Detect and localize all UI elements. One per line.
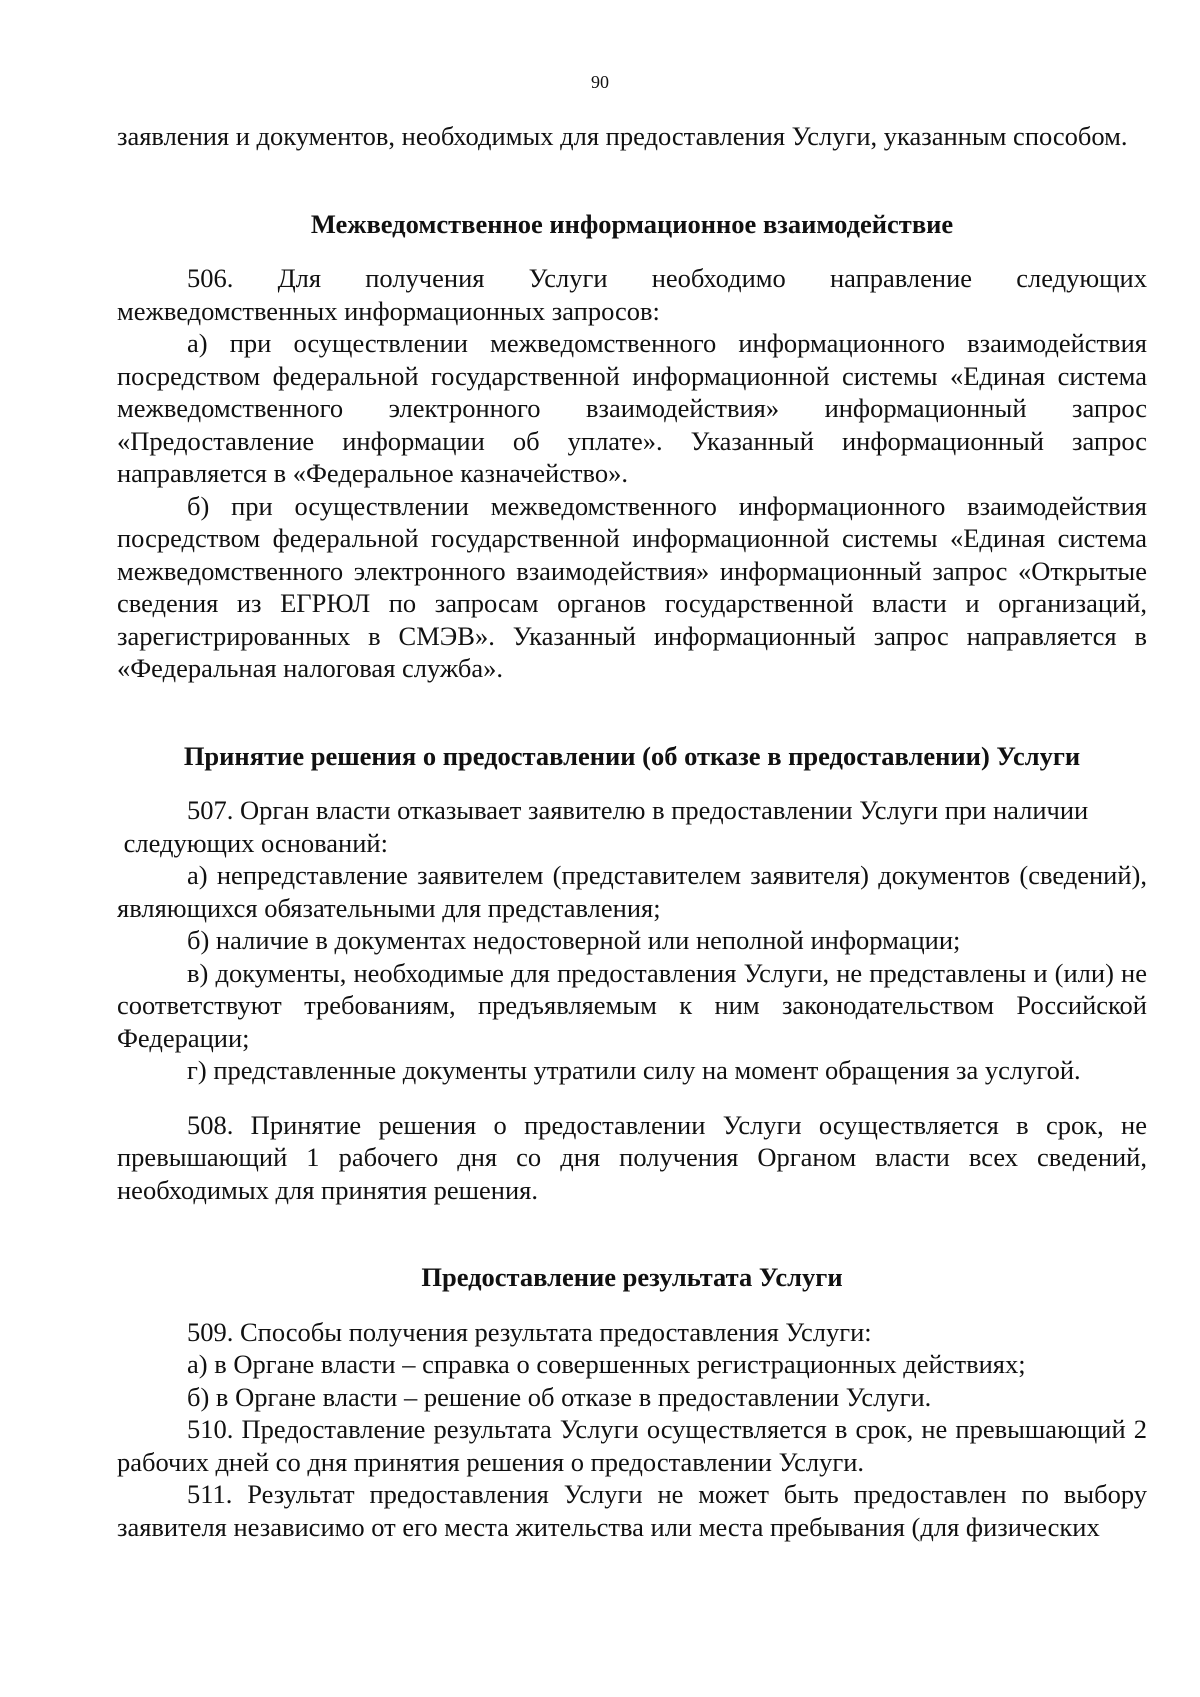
- paragraph-509-b: б) в Органе власти – решение об отказе в предоставлении Услуги.: [187, 1381, 932, 1412]
- paragraph-506-a: а) при осуществлении межведомственного информационного взаимодействия посредством федеральной государственной информационной системы «Единая система межведомственного электронного взаимодействия» информационный запрос «Предоставление информации об уплате». Указанный информационный запрос направляется в «Федеральное казначейство».: [117, 328, 1147, 488]
- section-heading-interagency: Межведомственное информационное взаимодействие: [310, 208, 954, 239]
- section-heading-decision: Принятие решения о предоставлении (об отказе в предоставлении) Услуги: [183, 740, 1081, 771]
- document-body: [117, 120, 1147, 1543]
- paragraph-511: 511. Результат предоставления Услуги не может быть предоставлен по выбору заявителя независимо от его места жительства или места пребывания (для физических: [117, 1479, 1147, 1542]
- paragraph-508: 508. Принятие решения о предоставлении Услуги осуществляется в срок, не превышающий 1 рабочего дня со дня получения Органом власти всех сведений, необходимых для принятия решения.: [117, 1109, 1147, 1205]
- paragraph-507: 507. Орган власти отказывает заявителю в предоставлении Услуги при наличии: [187, 795, 1089, 825]
- paragraph-509: 509. Способы получения результата предоставления Услуги:: [187, 1316, 872, 1347]
- section-heading-result: Предоставление результата Услуги: [421, 1262, 843, 1292]
- paragraph-507-continuation: следующих оснований:: [117, 827, 388, 858]
- page-number: 90: [591, 72, 609, 92]
- paragraph-506: 506. Для получения Услуги необходимо направление следующих межведомственных информационных запросов:: [117, 263, 1147, 326]
- paragraph-507-a: а) непредставление заявителем (представителем заявителя) документов (сведений), являющихся обязательными для представления;: [117, 860, 1147, 923]
- paragraph-510: 510. Предоставление результата Услуги осуществляется в срок, не превышающий 2 рабочих дней со дня принятия решения о предоставлении Услуги.: [117, 1414, 1147, 1477]
- paragraph-507-g: г) представленные документы утратили силу на момент обращения за услугой.: [187, 1055, 1081, 1085]
- paragraph-507-b: б) наличие в документах недостоверной или неполной информации;: [187, 925, 961, 955]
- paragraph-507-v: в) документы, необходимые для предоставления Услуги, не представлены и (или) не соответствуют требованиям, предъявляемым к ним законодательством Российской Федерации;: [117, 957, 1147, 1053]
- paragraph-509-a: а) в Органе власти – справка о совершенных регистрационных действиях;: [187, 1349, 1026, 1379]
- intro-continuation: заявления и документов, необходимых для предоставления Услуги, указанным способом.: [117, 121, 1128, 151]
- paragraph-506-b: б) при осуществлении межведомственного информационного взаимодействия посредством федеральной государственной информационной системы «Единая система межведомственного электронного взаимодействия» информационный запрос «Открытые сведения из ЕГРЮЛ по запросам органов государственной власти и организаций, зарегистрированных в СМЭВ». Указанный информационный запрос направляется в «Федеральная налоговая служба».: [117, 490, 1147, 683]
